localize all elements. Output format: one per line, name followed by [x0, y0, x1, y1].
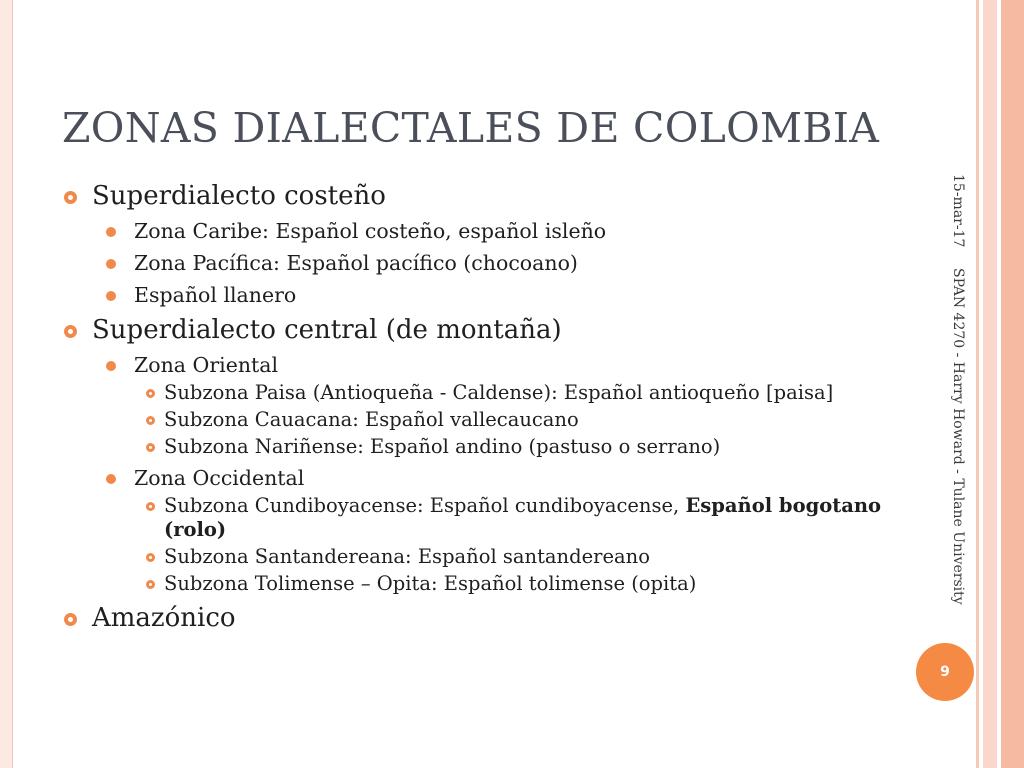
bullet-icon [64, 325, 77, 338]
sub-list-item [64, 545, 894, 569]
section-label: Amazónico [92, 603, 236, 633]
bullet-icon [146, 416, 155, 425]
list-item-label: Zona Caribe: Español costeño, español isleño [134, 219, 607, 243]
list-item-label: Español llanero [134, 283, 297, 307]
sub-list-item [64, 494, 894, 542]
section-costeno [64, 177, 894, 215]
section-amazonico [64, 599, 894, 637]
bullet-icon [146, 389, 155, 398]
bullet-icon [106, 474, 116, 484]
slide-title: ZONAS DIALECTALES DE COLOMBIA [62, 104, 880, 152]
slide-footer: SPAN 4270 - Harry Howard - Tulane University [950, 268, 966, 605]
section-label: Superdialecto central (de montaña) [92, 315, 562, 345]
list-item [64, 247, 894, 279]
list-item-label: Zona Pacífica: Español pacífico (chocoano) [134, 251, 578, 275]
bullet-icon [146, 580, 155, 589]
right-decorative-stripes [976, 0, 1024, 768]
list-item-label: Zona Occidental [134, 466, 305, 490]
list-item [64, 279, 894, 311]
list-item [64, 215, 894, 247]
left-border [0, 0, 13, 768]
slide-content [64, 177, 894, 637]
sub-list-item-label: Subzona Santandereana: Español santandereano [164, 545, 650, 568]
bullet-icon [146, 502, 155, 511]
sub-list-item [64, 435, 894, 459]
sub-list-item-label: Subzona Paisa (Antioqueña - Caldense): Español antioqueño [paisa] [164, 381, 834, 404]
sub-list-item-label: Subzona Cundiboyacense: Español cundiboyacense, [164, 494, 686, 517]
bullet-icon [64, 613, 77, 626]
sub-list-item-label: Subzona Nariñense: Español andino (pastuso o serrano) [164, 435, 721, 458]
list-item-label: Zona Oriental [134, 353, 279, 377]
sub-list-item [64, 381, 894, 405]
section-label: Superdialecto costeño [92, 181, 386, 211]
bullet-icon [106, 227, 116, 237]
bullet-icon [146, 443, 155, 452]
bullet-icon [146, 553, 155, 562]
section-central [64, 311, 894, 349]
sub-list-item [64, 408, 894, 432]
bullet-icon [64, 191, 77, 204]
bullet-icon [106, 291, 116, 301]
slide-date: 15-mar-17 [950, 174, 966, 248]
sub-list-item-label: Subzona Cauacana: Español vallecaucano [164, 408, 579, 431]
page-number-badge: 9 [916, 643, 974, 701]
sub-list-item-label: Subzona Tolimense – Opita: Español tolimense (opita) [164, 572, 697, 595]
sub-list-item-bold: Español bogotano (rolo) [164, 494, 882, 541]
bullet-icon [106, 361, 116, 371]
sub-list-item [64, 572, 894, 596]
bullet-icon [106, 259, 116, 269]
list-item [64, 462, 894, 494]
list-item [64, 349, 894, 381]
